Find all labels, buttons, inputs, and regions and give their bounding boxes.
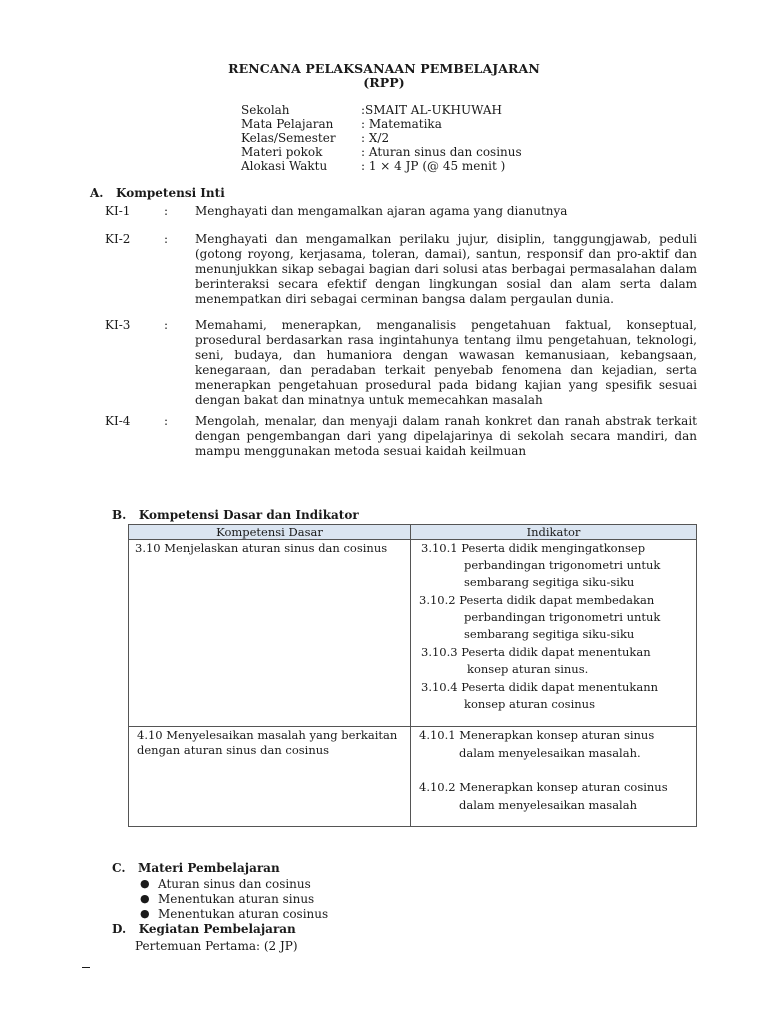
- indicator-cell: [411, 540, 697, 727]
- identity-value: : 1 × 4 JP (@ 45 menit ): [361, 159, 506, 173]
- column-header-indicator: Indikator: [411, 525, 697, 540]
- document-title: RENCANA PELAKSANAAN PEMBELAJARAN: [228, 61, 540, 76]
- ki-text: [195, 414, 697, 459]
- ki-code: KI-1: [105, 204, 131, 218]
- ki-text-line: mampu menggunakan metoda sesuai kaidah keilmuan: [195, 444, 527, 458]
- ki-text-line: Memahami, menerapkan, menganalisis pengetahuan faktual, konseptual,: [195, 318, 697, 332]
- kd-cell: [129, 540, 411, 727]
- section-c-heading: C. Materi Pembelajaran: [112, 861, 280, 875]
- indicator-cell: [411, 727, 697, 827]
- identity-label: Kelas/Semester: [241, 131, 336, 145]
- ki-text-line: kenegaraan, dan peradaban terkait penyebab fenomena dan kejadian, serta: [195, 363, 697, 377]
- column-header-kd: Kompetensi Dasar: [129, 525, 411, 540]
- section-b-heading: B. Kompetensi Dasar dan Indikator: [112, 508, 359, 522]
- indicator-line: 3.10.1 Peserta didik mengingatkonsep: [421, 541, 646, 555]
- table-row: [129, 727, 697, 827]
- page-marker-divider: [82, 967, 90, 968]
- kd-text: 3.10 Menjelaskan aturan sinus dan cosinus: [135, 541, 388, 555]
- indicator-line: dalam menyelesaikan masalah.: [459, 746, 641, 760]
- kd-text: 4.10 Menyelesaikan masalah yang berkaitan: [137, 728, 398, 742]
- ki-colon: :: [164, 204, 169, 218]
- indicator-line: dalam menyelesaikan masalah: [459, 798, 637, 812]
- indicator-line: sembarang segitiga siku-siku: [464, 575, 635, 589]
- indicator-line: perbandingan trigonometri untuk: [464, 558, 661, 572]
- bullet-icon: ●: [140, 892, 150, 905]
- ki-text-line: dengan pengembangan dari yang dipelajarinya di sekolah secara mandiri, dan: [195, 429, 697, 443]
- identity-label: Materi pokok: [241, 145, 323, 159]
- identity-value: : X/2: [361, 131, 390, 145]
- indicator-line: 3.10.2 Peserta didik dapat membedakan: [419, 593, 655, 607]
- document-subtitle: (RPP): [363, 75, 405, 90]
- ki-text: [195, 232, 697, 307]
- table-row: [129, 540, 697, 727]
- section-a-heading: A. Kompetensi Inti: [90, 186, 225, 200]
- identity-label: Alokasi Waktu: [241, 159, 328, 173]
- ki-colon: :: [164, 318, 169, 332]
- indicator-line: konsep aturan cosinus: [464, 697, 595, 711]
- ki-text-line: (gotong royong, kerjasama, toleran, damai), santun, responsif dan pro-aktif dan: [195, 247, 697, 261]
- ki-text: [195, 318, 697, 408]
- kd-text: dengan aturan sinus dan cosinus: [137, 743, 330, 757]
- bullet-icon: ●: [140, 907, 150, 920]
- ki-code: KI-3: [105, 318, 131, 332]
- list-item: Menentukan aturan cosinus: [158, 907, 329, 921]
- ki-text-line: Menghayati dan mengamalkan ajaran agama yang dianutnya: [195, 204, 568, 218]
- ki-text-line: menempatkan diri sebagai cerminan bangsa dalam pergaulan dunia.: [195, 292, 614, 306]
- ki-text-line: prosedural berdasarkan rasa ingintahunya tentang ilmu pengetahuan, teknologi,: [195, 333, 697, 347]
- ki-text-line: Menghayati dan mengamalkan perilaku jujur, disiplin, tanggungjawab, peduli: [195, 232, 697, 246]
- indicator-line: 3.10.3 Peserta didik dapat menentukan: [421, 645, 651, 659]
- ki-colon: :: [164, 232, 169, 246]
- kd-indicator-table: [128, 524, 697, 827]
- section-d-heading: D. Kegiatan Pembelajaran: [112, 922, 296, 936]
- ki-colon: :: [164, 414, 169, 428]
- kd-cell: [129, 727, 411, 827]
- indicator-line: 4.10.1 Menerapkan konsep aturan sinus: [419, 728, 655, 742]
- ki-text-line: berinteraksi secara efektif dengan lingkungan sosial dan alam serta dalam: [195, 277, 697, 291]
- identity-value: : Aturan sinus dan cosinus: [361, 145, 522, 159]
- bullet-icon: ●: [140, 877, 150, 890]
- ki-text-line: seni, budaya, dan humaniora dengan wawasan kemanusiaan, kebangsaan,: [195, 348, 697, 362]
- identity-label: Sekolah: [241, 103, 290, 117]
- indicator-line: 3.10.4 Peserta didik dapat menentukann: [421, 680, 659, 694]
- list-item: Aturan sinus dan cosinus: [158, 877, 311, 891]
- ki-text-line: menerapkan pengetahuan prosedural pada bidang kajian yang spesifik sesuai: [195, 378, 697, 392]
- identity-value: : Matematika: [361, 117, 442, 131]
- identity-label: Mata Pelajaran: [241, 117, 334, 131]
- meeting-subtitle: Pertemuan Pertama: (2 JP): [135, 939, 298, 953]
- indicator-line: 4.10.2 Menerapkan konsep aturan cosinus: [419, 780, 668, 794]
- list-item: Menentukan aturan sinus: [158, 892, 315, 906]
- ki-text-line: menunjukkan sikap sebagai bagian dari solusi atas berbagai permasalahan dalam: [195, 262, 697, 276]
- identity-value: :SMAIT AL-UKHUWAH: [361, 103, 502, 117]
- ki-text-line: Mengolah, menalar, dan menyaji dalam ranah konkret dan ranah abstrak terkait: [195, 414, 697, 428]
- ki-code: KI-2: [105, 232, 131, 246]
- indicator-line: konsep aturan sinus.: [467, 662, 589, 676]
- indicator-line: perbandingan trigonometri untuk: [464, 610, 661, 624]
- ki-text: [195, 204, 697, 219]
- ki-text-line: dengan bakat dan minatnya untuk memecahkan masalah: [195, 393, 543, 407]
- ki-code: KI-4: [105, 414, 131, 428]
- indicator-line: sembarang segitiga siku-siku: [464, 627, 635, 641]
